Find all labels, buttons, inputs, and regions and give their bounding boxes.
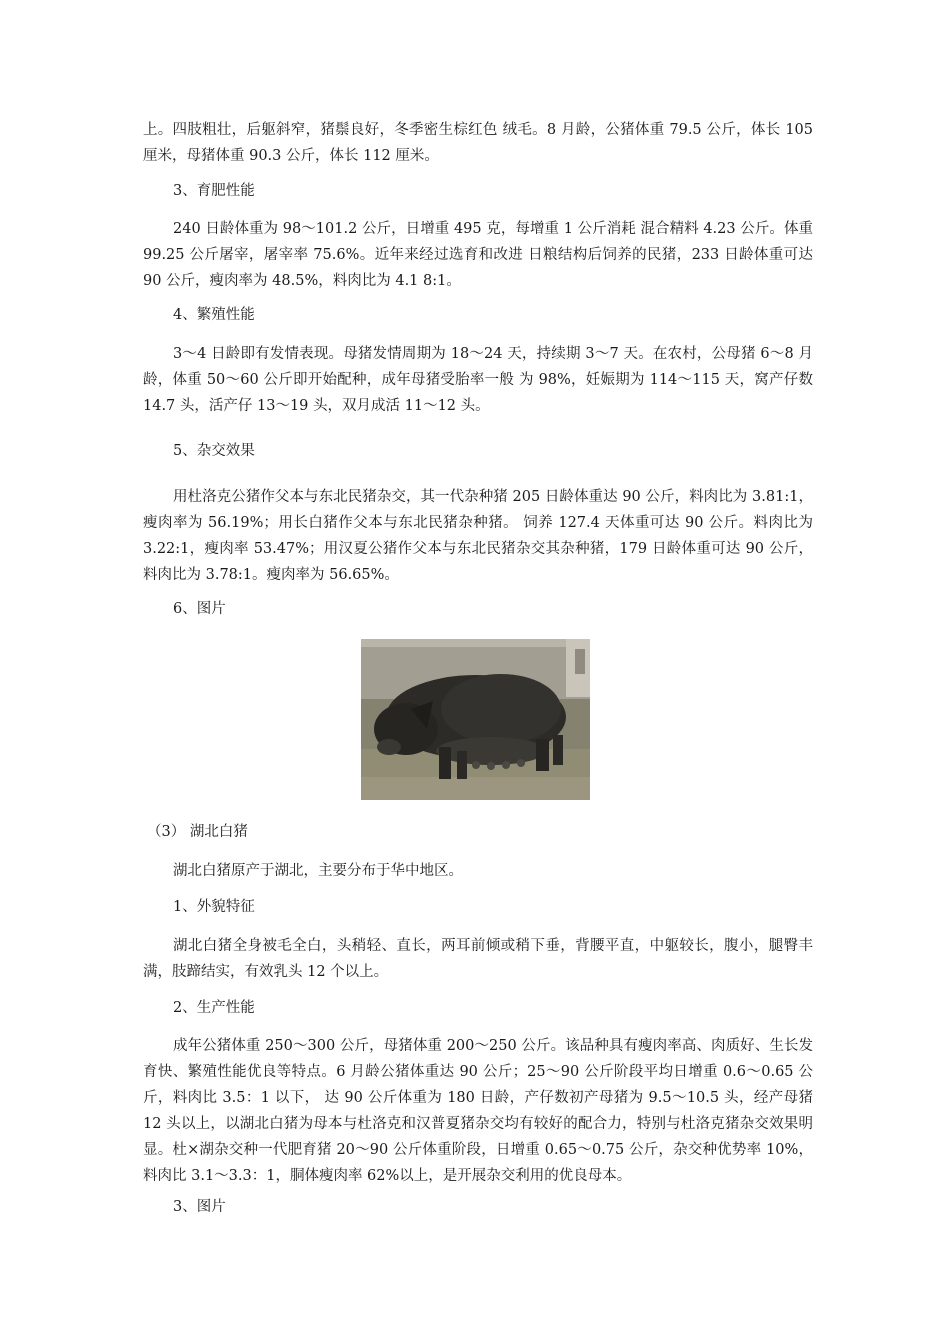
- black-sow-image: [361, 639, 590, 800]
- heading-hubei-white-pig: （3） 湖北白猪: [147, 824, 248, 840]
- heading-fattening-performance: 3、育肥性能: [173, 183, 255, 199]
- paragraph-appearance-continued: 上。四肢粗壮，后躯斜窄，猪鬃良好，冬季密生棕红色 绒毛。8 月龄，公猪体重 79.5 公斤，体长 105 厘米，母猪体重 90.3 公斤，体长 112 厘米。: [143, 122, 813, 164]
- paragraph-breeding-performance: 3～4 日龄即有发情表现。母猪发情周期为 18～24 天，持续期 3～7 天。在农村，公母猪 6～8 月龄，体重 50～60 公斤即开始配种，成年母猪受胎率一般 为 98%，妊娠期为 114～115 天，窝产仔数 14.7 头，活产仔 13～19 头，双月成活 11～12 头。: [143, 346, 813, 414]
- paragraph-appearance: 湖北白猪全身被毛全白，头稍轻、直长，两耳前倾或稍下垂，背腰平直，中躯较长，腹小，腿臀丰满，肢蹄结实，有效乳头 12 个以上。: [143, 938, 813, 980]
- heading-picture-1: 6、图片: [173, 601, 226, 617]
- heading-breeding-performance: 4、繁殖性能: [173, 307, 255, 323]
- heading-hybrid-effect: 5、杂交效果: [173, 443, 255, 459]
- paragraph-hubei-origin: 湖北白猪原产于湖北，主要分布于华中地区。: [173, 863, 463, 879]
- pig-photo: [361, 639, 590, 800]
- paragraph-hybrid-effect: 用杜洛克公猪作父本与东北民猪杂交，其一代杂种猪 205 日龄体重达 90 公斤，料肉比为 3.81:1，瘦肉率为 56.19%；用长白猪作父本与东北民猪杂种猪。 饲养 127.4 天体重可达 90 公斤。料肉比为 3.22:1，瘦肉率 53.47%；用汉夏公猪作父本与东北民猪杂交其杂种猪，179 日龄体重可达 90 公斤，料肉比为 3.78:1。瘦肉率为 56.65%。: [143, 489, 813, 583]
- heading-appearance: 1、外貌特征: [173, 899, 255, 915]
- paragraph-fattening-performance: 240 日龄体重为 98～101.2 公斤，日增重 495 克，每增重 1 公斤消耗 混合精料 4.23 公斤。体重 99.25 公斤屠宰，屠宰率 75.6%。近年来经过选育和改进 日粮结构后饲养的民猪，233 日龄体重可达 90 公斤，瘦肉率为 48.5%，料肉比为 4.1 8:1。: [143, 221, 813, 289]
- heading-production-performance: 2、生产性能: [173, 1000, 255, 1016]
- paragraph-production-performance: 成年公猪体重 250～300 公斤，母猪体重 200～250 公斤。该品种具有瘦肉率高、肉质好、生长发育快、繁殖性能优良等特点。6 月龄公猪体重达 90 公斤；25～90 公斤阶段平均日增重 0.6～0.65 公斤，料肉比 3.5：1 以下， 达 90 公斤体重为 180 日龄，产仔数初产母猪为 9.5～10.5 头，经产母猪 12 头以上，以湖北白猪为母本与杜洛克和汉普夏猪杂交均有较好的配合力，特别与杜洛克猪杂交效果明显。杜×湖杂交种一代肥育猪 20～90 公斤体重阶段，日增重 0.65～0.75 公斤，杂交种优势率 10%，料肉比 3.1～3.3：1，胴体瘦肉率 62%以上，是开展杂交利用的优良母本。: [143, 1038, 813, 1184]
- heading-picture-2: 3、图片: [173, 1199, 226, 1215]
